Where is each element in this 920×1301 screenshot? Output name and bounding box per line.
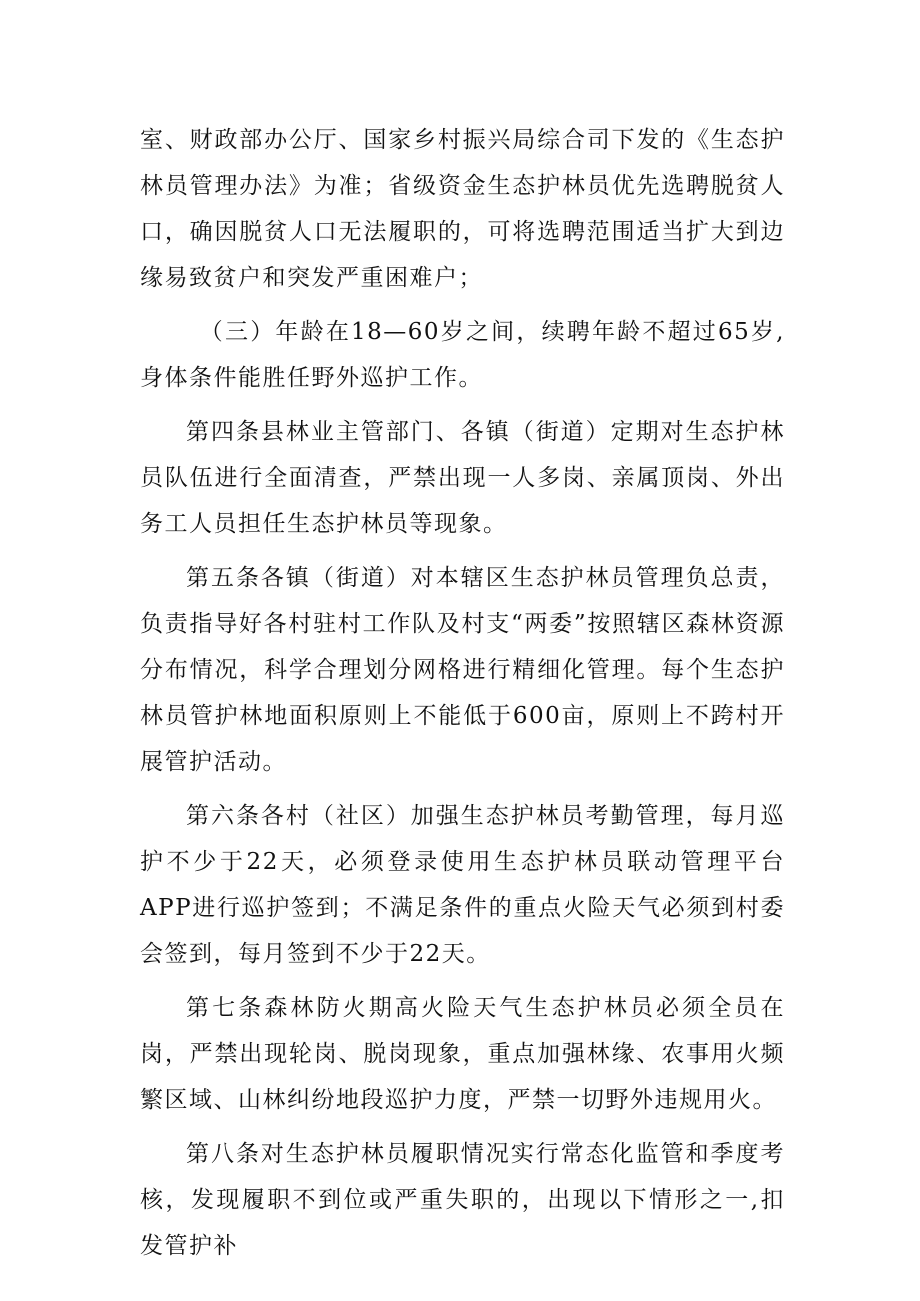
paragraph-article-6: 第六条各村（社区）加强生态护林员考勤管理，每月巡护不少于22天，必须登录使用生态护林员联动管理平台APP进行巡护签到；不满足条件的重点火险天气必须到村委会签到，每月签到不少于22天。 xyxy=(140,803,785,967)
paragraph-article-4: 第四条县林业主管部门、各镇（街道）定期对生态护林员队伍进行全面清查，严禁出现一人多岗、亲属顶岗、外出务工人员担任生态护林员等现象。 xyxy=(140,419,785,537)
paragraph-article-5: 第五条各镇（街道）对本辖区生态护林员管理负总责，负责指导好各村驻村工作队及村支“两委”按照辖区森林资源分布情况，科学合理划分网格进行精细化管理。每个生态护林员管护林地面积原则上不能低于600亩，原则上不跨村开展管护活动。 xyxy=(140,565,785,775)
paragraph-article-7: 第七条森林防火期高火险天气生态护林员必须全员在岗，严禁出现轮岗、脱岗现象，重点加强林缘、农事用火频繁区域、山林纠纷地段巡护力度，严禁一切野外违规用火。 xyxy=(140,995,785,1113)
paragraph-continuation: 室、财政部办公厅、国家乡村振兴局综合司下发的《生态护林员管理办法》为准；省级资金生态护林员优先选聘脱贫人口，确因脱贫人口无法履职的，可将选聘范围适当扩大到边缘易致贫户和突发严重困难户； xyxy=(140,127,785,291)
paragraph-item-3: （三）年龄在18—60岁之间，续聘年龄不超过65岁,身体条件能胜任野外巡护工作。 xyxy=(140,319,785,391)
document-body xyxy=(140,117,785,1277)
paragraph-article-8: 第八条对生态护林员履职情况实行常态化监管和季度考核，发现履职不到位或严重失职的，出现以下情形之一,扣发管护补 xyxy=(140,1141,785,1259)
